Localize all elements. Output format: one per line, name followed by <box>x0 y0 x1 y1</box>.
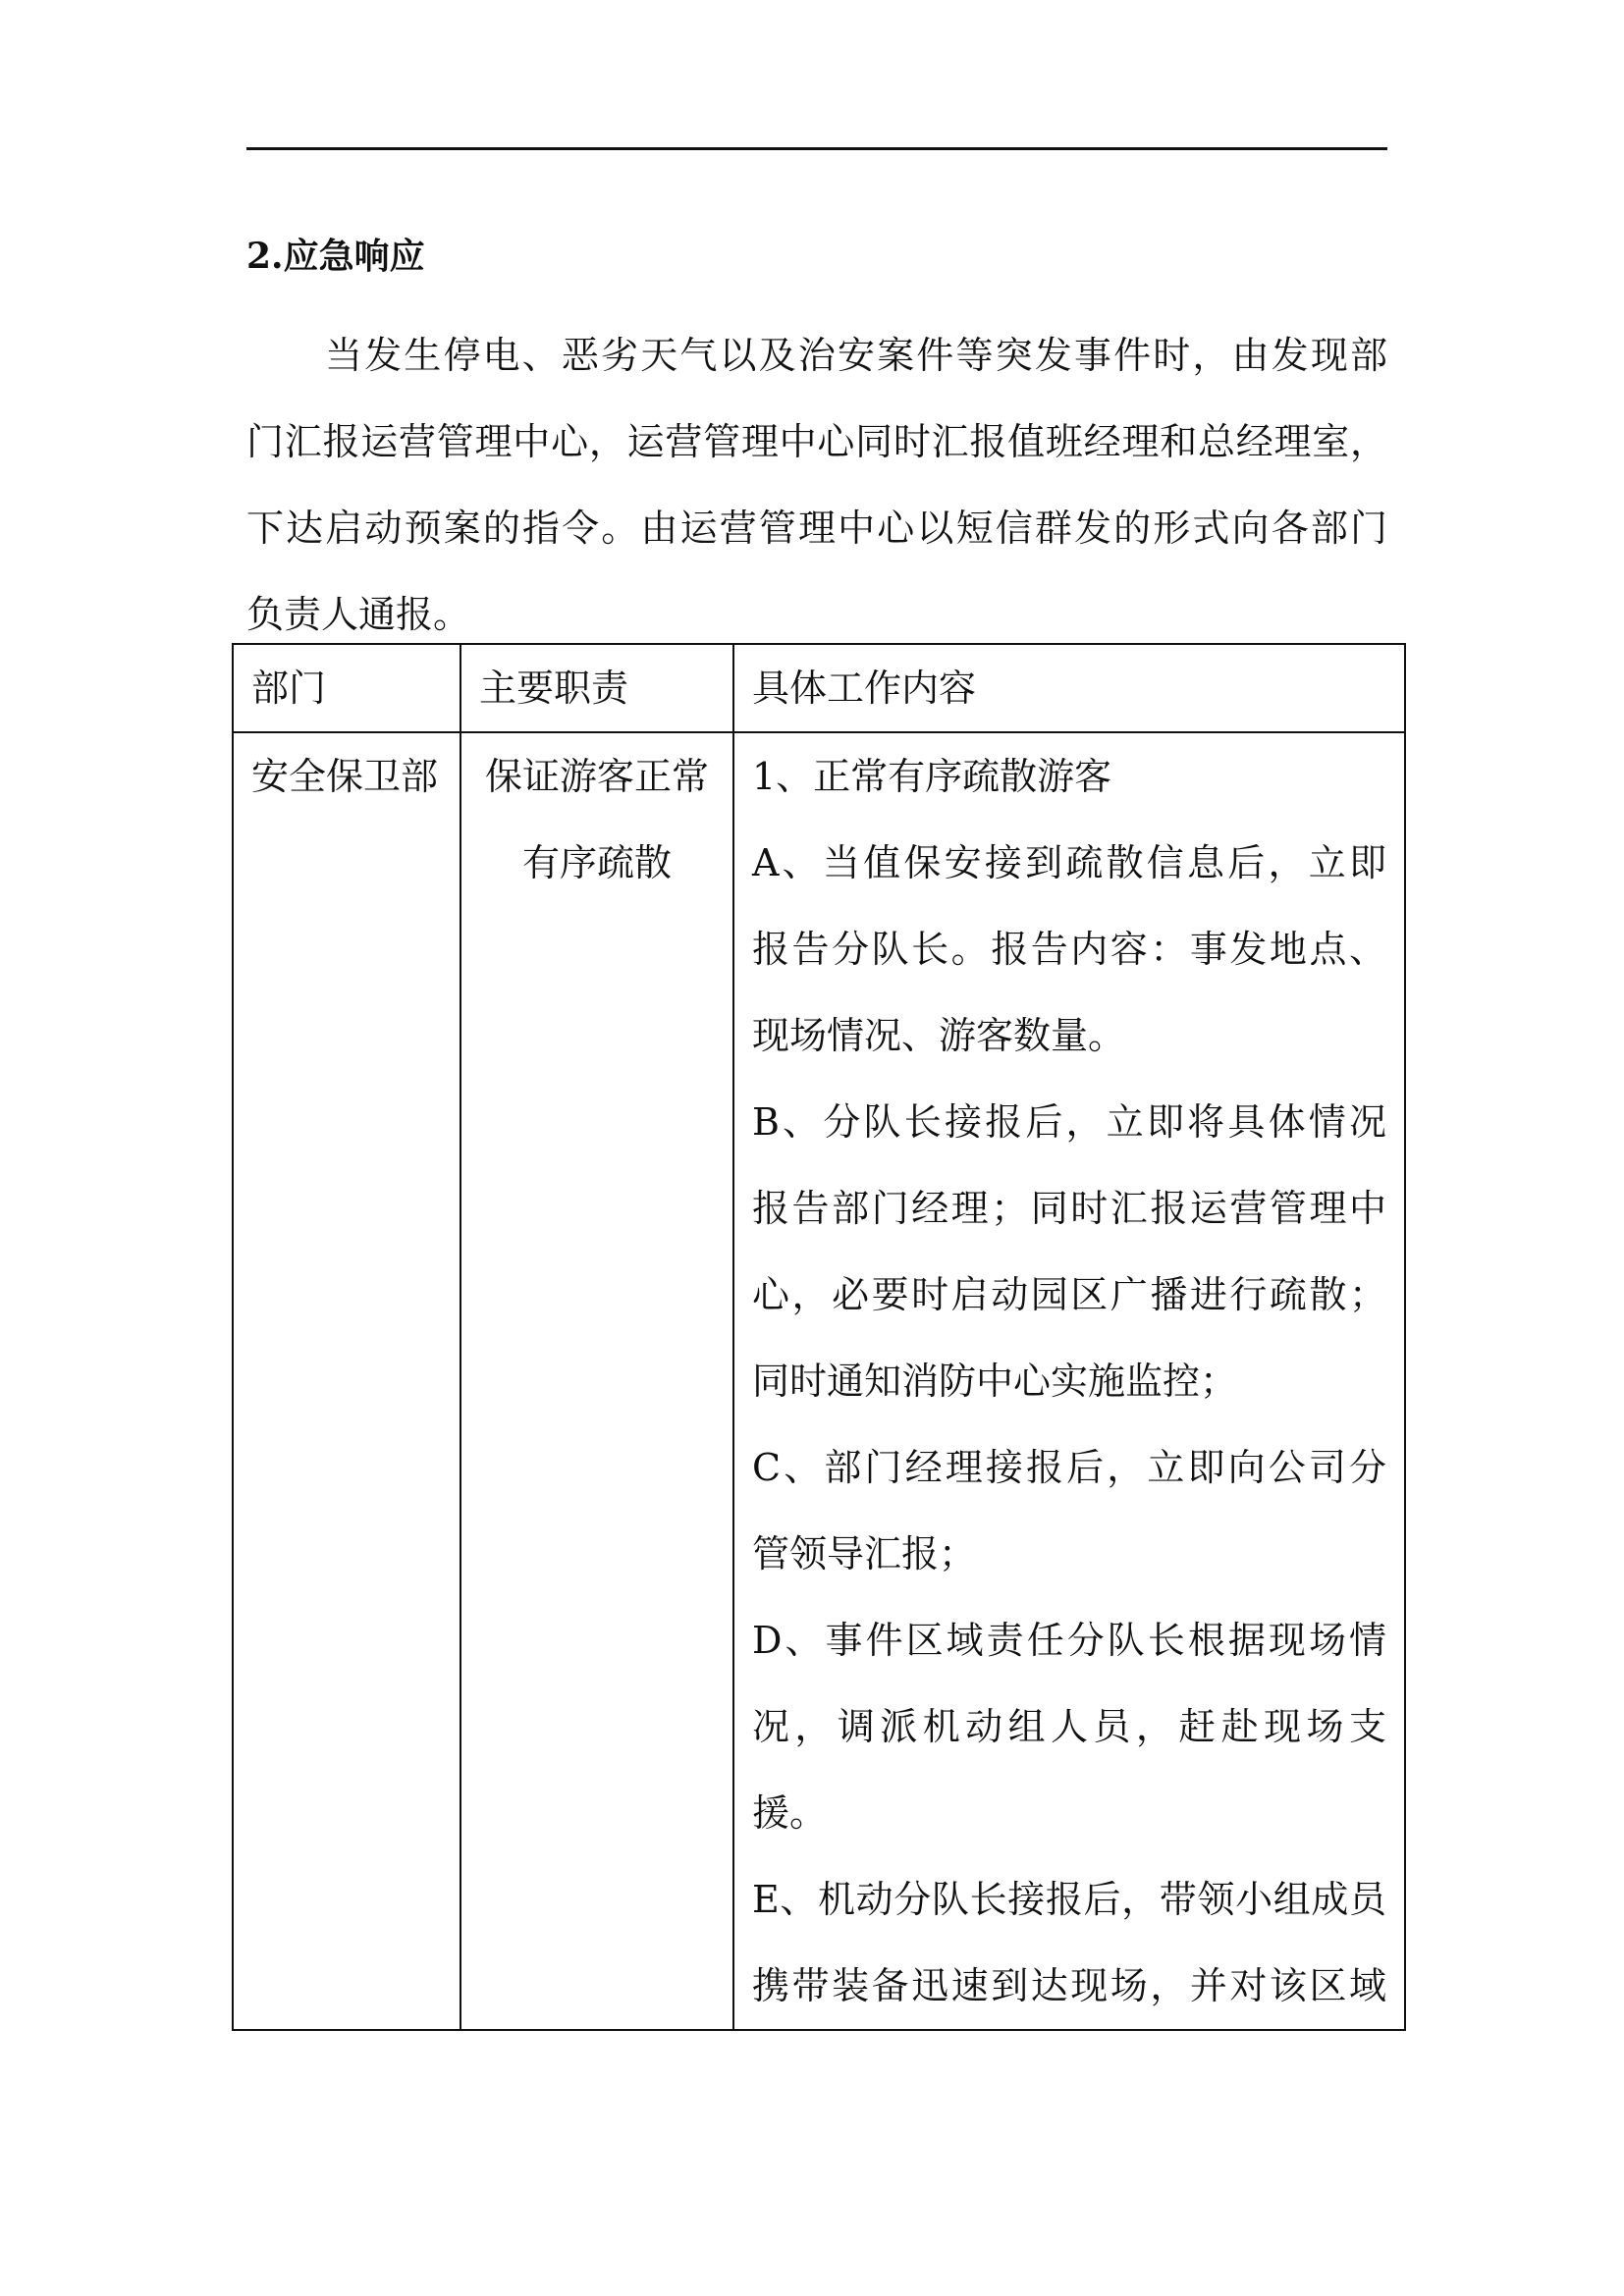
detail-line: 1、正常有序疏散游客 <box>752 755 1112 798</box>
detail-line: 现场情况、游客数量。 <box>752 1014 1126 1057</box>
intro-line: 负责人通报。 <box>246 593 471 636</box>
intro-paragraph <box>246 312 1387 658</box>
detail-line: B、分队长接报后，立即将具体情况 <box>752 1100 1386 1144</box>
table-header-row <box>233 644 1405 732</box>
cell-department <box>233 732 460 2030</box>
cell-detail <box>733 732 1405 2030</box>
detail-line: 报告分队长。报告内容：事发地点、 <box>752 928 1386 971</box>
detail-line: A、当值保安接到疏散信息后，立即 <box>752 841 1386 884</box>
responsibility-line: 有序疏散 <box>521 841 672 884</box>
header-detail: 具体工作内容 <box>733 644 1405 732</box>
detail-line: 援。 <box>752 1791 828 1835</box>
detail-line: E、机动分队长接报后，带领小组成员 <box>752 1878 1386 1921</box>
detail-line: 心，必要时启动园区广播进行疏散； <box>752 1273 1386 1316</box>
detail-line: 报告部门经理；同时汇报运营管理中 <box>752 1187 1386 1230</box>
header-rule <box>246 147 1387 150</box>
cell-responsibility <box>460 732 733 2030</box>
section-heading: 2.应急响应 <box>246 236 425 277</box>
duty-table <box>232 643 1406 2031</box>
responsibility-line: 保证游客正常 <box>484 755 709 798</box>
header-department: 部门 <box>233 644 460 732</box>
detail-line: C、部门经理接报后，立即向公司分 <box>752 1446 1386 1489</box>
department-name: 安全保卫部 <box>251 755 439 798</box>
intro-line: 当发生停电、恶劣天气以及治安案件等突发事件时，由发现部 <box>325 334 1387 377</box>
detail-line: 同时通知消防中心实施监控； <box>752 1360 1238 1403</box>
detail-line: 况，调派机动组人员，赶赴现场支 <box>752 1705 1386 1748</box>
detail-line: 携带装备迅速到达现场，并对该区域 <box>752 1964 1386 2007</box>
header-responsibility: 主要职责 <box>460 644 733 732</box>
detail-line: 管领导汇报； <box>752 1532 977 1575</box>
table-row <box>233 732 1405 2030</box>
detail-line: D、事件区域责任分队长根据现场情 <box>752 1619 1386 1662</box>
intro-line: 门汇报运营管理中心，运营管理中心同时汇报值班经理和总经理室， <box>246 420 1387 463</box>
intro-line: 下达启动预案的指令。由运营管理中心以短信群发的形式向各部门 <box>246 507 1387 550</box>
